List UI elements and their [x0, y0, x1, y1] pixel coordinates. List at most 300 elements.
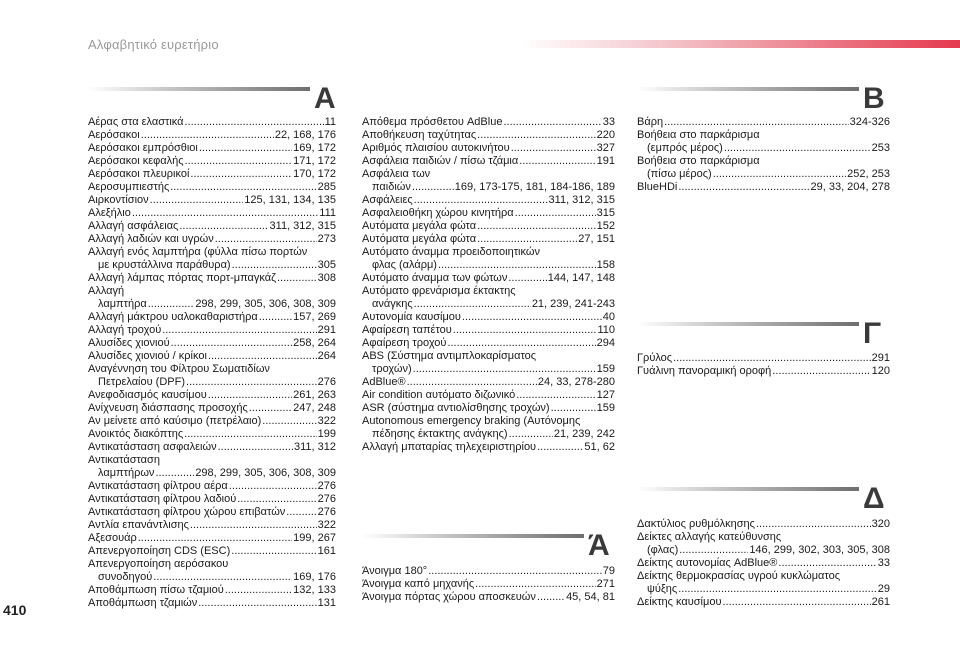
dot-leader [551, 402, 596, 415]
index-entry-label: Ασφάλεια παιδιών / πίσω τζάμια [362, 155, 519, 167]
index-entry [88, 428, 336, 441]
dot-leader [141, 129, 274, 142]
index-entry-label: Αντλία επανάντλισης [88, 519, 189, 531]
index-entry [362, 591, 615, 604]
index-entry [362, 155, 615, 168]
index-entry-label: Απενεργοποίηση αερόσακου [88, 558, 229, 570]
index-entry-pages[interactable]: 152 [596, 220, 615, 232]
section-letter-g: Γ [863, 317, 882, 350]
index-entry-label: Ανοικτός διακόπτης [88, 428, 184, 440]
index-entry [362, 298, 615, 311]
index-entry-pages[interactable]: 21, 239, 242 [553, 428, 615, 440]
index-entry-pages[interactable]: 27, 151 [578, 233, 615, 245]
index-entry [637, 365, 890, 378]
index-entry [88, 389, 336, 402]
index-entry-label: Αυτόματο άναμμα των φώτων [362, 272, 508, 284]
index-entry-label: Αλυσίδες χιονιού [88, 337, 170, 349]
dot-leader [475, 578, 595, 591]
index-entry-pages[interactable]: 120 [871, 365, 890, 377]
index-entry [88, 454, 336, 467]
index-entry [362, 194, 615, 207]
index-entry [637, 129, 890, 142]
index-entry-pages[interactable]: 308 [317, 272, 336, 284]
dot-leader [412, 181, 454, 194]
index-entry-label: Αλλαγή λαδιών και υγρών [88, 233, 214, 245]
index-entry-pages[interactable]: 327 [596, 142, 615, 154]
index-entry-label: Δακτύλιος ρυθμόλκησης [637, 518, 755, 530]
index-entry-label: συνοδηγού [98, 571, 153, 583]
section-divider [637, 322, 859, 326]
index-entry-pages[interactable]: 127 [596, 389, 615, 401]
section-letter-d: Δ [863, 482, 885, 515]
index-entry-pages[interactable]: 171, 172 [293, 155, 336, 167]
index-entry-pages[interactable]: 298, 299, 305, 306, 308, 309 [195, 298, 336, 310]
index-entry [88, 402, 336, 415]
dot-leader [155, 467, 194, 480]
index-entry-label: Αεροσυμπιεστής [88, 181, 170, 193]
index-entry-label: (εμπρός μέρος) [647, 142, 723, 154]
index-entry-pages[interactable]: 273 [317, 233, 336, 245]
dot-leader [509, 428, 553, 441]
dot-leader [186, 376, 317, 389]
dot-leader [407, 376, 537, 389]
index-entry [362, 259, 615, 272]
index-entry-label: Αυτόματο φρενάρισμα έκτακτης [362, 285, 516, 297]
index-entry [88, 220, 336, 233]
index-entry [88, 207, 336, 220]
index-entry-pages[interactable]: 276 [317, 493, 336, 505]
index-entry [88, 194, 336, 207]
dot-leader [208, 350, 317, 363]
index-entry [88, 584, 336, 597]
index-entry-label: Αέρας στα ελαστικά [88, 116, 184, 128]
index-entry-pages[interactable]: 285 [317, 181, 336, 193]
dot-leader [153, 571, 292, 584]
index-entry [362, 272, 615, 285]
dot-leader [148, 298, 195, 311]
index-entry [362, 220, 615, 233]
dot-leader [713, 168, 846, 181]
index-entry [88, 597, 336, 610]
index-entry-label: Ασφαλειοθήκη χώρου κινητήρα [362, 207, 514, 219]
index-entry-pages[interactable]: 291 [317, 324, 336, 336]
index-entry-pages[interactable]: 311, 312, 315 [548, 194, 615, 206]
index-entry-pages[interactable]: 159 [596, 402, 615, 414]
index-entry [88, 415, 336, 428]
index-entry-pages[interactable]: 261, 263 [293, 389, 336, 401]
index-entry-pages[interactable]: 264 [317, 350, 336, 362]
index-entry-pages[interactable]: 261 [871, 596, 890, 608]
index-entry [88, 298, 336, 311]
index-entry [637, 570, 890, 583]
index-entry-pages[interactable]: 253 [871, 142, 890, 154]
index-entry-pages[interactable]: 161 [317, 545, 336, 557]
index-entry-label: Γυάλινη πανοραμική οροφή [637, 365, 772, 377]
index-entry [362, 350, 615, 363]
dot-leader [508, 272, 546, 285]
index-entry-pages[interactable]: 291 [871, 352, 890, 364]
index-entry-pages[interactable]: 29 [877, 583, 890, 595]
index-entry-label: Αερόσακοι κεφαλής [88, 155, 184, 167]
index-entry-pages[interactable]: 315 [596, 207, 615, 219]
index-entry [88, 467, 336, 480]
index-entry-label: λαμπτήρων [98, 467, 155, 479]
index-entry-label: Αυτόματα μεγάλα φώτα [362, 220, 477, 232]
section-divider [637, 87, 859, 91]
index-list-d [637, 518, 890, 609]
dot-leader [756, 518, 871, 531]
dot-leader [225, 584, 292, 597]
index-entry-pages[interactable]: 125, 131, 134, 135 [244, 194, 336, 206]
index-entry-pages[interactable]: 40 [602, 311, 615, 323]
index-entry-pages[interactable]: 199 [317, 428, 336, 440]
dot-leader [438, 259, 596, 272]
dot-leader [537, 441, 583, 454]
index-entry-pages[interactable]: 51, 62 [584, 441, 615, 453]
index-list-a-continued [362, 116, 615, 454]
index-entry [637, 142, 890, 155]
index-entry-pages[interactable]: 324-326 [849, 116, 890, 128]
index-entry-pages[interactable]: 170, 172 [293, 168, 336, 180]
index-entry [88, 558, 336, 571]
index-entry [88, 129, 336, 142]
index-entry-label: (φλας) [647, 544, 679, 556]
dot-leader [190, 519, 317, 532]
index-entry [637, 155, 890, 168]
index-entry [637, 557, 890, 570]
index-entry-label: Αλυσίδες χιονιού / κρίκοι [88, 350, 207, 362]
dot-leader [413, 363, 596, 376]
dot-leader [477, 233, 577, 246]
dot-leader [428, 565, 602, 578]
index-entry-label: τροχών) [372, 363, 412, 375]
index-entry-pages[interactable]: 320 [871, 518, 890, 530]
index-entry [362, 441, 615, 454]
index-entry-label: Αντικατάσταση φίλτρου αέρα [88, 480, 228, 492]
dot-leader [678, 181, 809, 194]
index-entry-label: ASR (σύστημα αντιολίσθησης τροχών) [362, 402, 550, 414]
index-entry-label: Αλλαγή ενός λαμπτήρα (φύλλα πίσω πορτών [88, 246, 308, 258]
index-entry-pages[interactable]: 258, 264 [293, 337, 336, 349]
index-entry-pages[interactable]: 322 [317, 519, 336, 531]
index-entry [88, 571, 336, 584]
index-entry [88, 480, 336, 493]
index-entry [362, 129, 615, 142]
index-entry-label: Αλλαγή ασφάλειας [88, 220, 179, 232]
header-accent-bar [520, 40, 960, 48]
index-list-a [88, 116, 336, 610]
index-entry [88, 493, 336, 506]
index-entry-pages[interactable]: 271 [596, 578, 615, 590]
index-entry-label: Αριθμός πλαισίου αυτοκινήτου [362, 142, 510, 154]
index-entry-pages[interactable]: 158 [596, 259, 615, 271]
index-entry [362, 142, 615, 155]
dot-leader [477, 220, 596, 233]
dot-leader [208, 389, 292, 402]
index-entry-label: Γρύλος [637, 352, 673, 364]
index-entry-pages[interactable]: 322 [317, 415, 336, 427]
dot-leader [229, 480, 317, 493]
dot-leader [664, 116, 849, 129]
index-entry-label: Αφαίρεση τροχού [362, 337, 447, 349]
index-entry [88, 116, 336, 129]
index-entry-label: Απόθεμα πρόσθετου AdBlue [362, 116, 503, 128]
index-entry [88, 441, 336, 454]
index-entry-pages[interactable]: 21, 239, 241-243 [531, 298, 615, 310]
index-entry-label: ABS (Σύστημα αντιμπλοκαρίσματος [362, 350, 537, 362]
dot-leader [132, 207, 318, 220]
index-entry-label: Αλλαγή μπαταρίας τηλεχειριστηρίου [362, 441, 537, 453]
index-entry-label: με κρυστάλλινα παράθυρα) [98, 259, 231, 271]
index-entry-pages[interactable]: 22, 168, 176 [274, 129, 336, 141]
dot-leader [453, 324, 597, 337]
dot-leader [162, 324, 316, 337]
index-entry-pages[interactable]: 169, 173-175, 181, 184-186, 189 [454, 181, 615, 193]
index-entry-pages[interactable]: 294 [596, 337, 615, 349]
index-list-b [637, 116, 890, 194]
dot-leader [171, 337, 293, 350]
index-entry [88, 233, 336, 246]
dot-leader [511, 142, 596, 155]
index-entry-label: λαμπτήρα [98, 298, 147, 310]
index-entry-pages[interactable]: 191 [596, 155, 615, 167]
index-entry-label: Δείκτης θερμοκρασίας υγρού κυκλώματος [637, 570, 841, 582]
index-entry [88, 324, 336, 337]
index-entry [88, 142, 336, 155]
dot-leader [262, 415, 316, 428]
dot-leader [179, 220, 268, 233]
index-entry-pages[interactable]: 79 [602, 565, 615, 577]
index-entry-label: Αερόσακοι πλευρικοί [88, 168, 190, 180]
index-entry-label: Αποθήκευση ταχύτητας [362, 129, 477, 141]
index-entry [362, 233, 615, 246]
index-entry [637, 596, 890, 609]
dot-leader [185, 116, 324, 129]
index-entry-pages[interactable]: 276 [317, 376, 336, 388]
section-divider [88, 87, 310, 91]
section-divider [637, 487, 859, 491]
index-entry-pages[interactable]: 252, 253 [847, 168, 890, 180]
dot-leader [724, 142, 871, 155]
index-entry [88, 532, 336, 545]
index-entry-pages[interactable]: 199, 267 [293, 532, 336, 544]
index-entry [637, 181, 890, 194]
index-entry-pages[interactable]: 144, 147, 148 [547, 272, 615, 284]
section-letter-a-tonos: Ά [588, 529, 610, 562]
index-entry-label: Αποθάμπωση πίσω τζαμιού [88, 584, 224, 596]
index-entry-pages[interactable]: 169, 172 [293, 142, 336, 154]
index-entry-label: Βοήθεια στο παρκάρισμα [637, 129, 760, 141]
index-entry [637, 544, 890, 557]
index-entry-label: BlueHDi [637, 181, 678, 193]
index-entry-pages[interactable]: 276 [317, 480, 336, 492]
index-entry-label: Άνοιγμα πόρτας χώρου αποσκευών [362, 591, 536, 603]
index-entry-label: Άνοιγμα καπό μηχανής [362, 578, 475, 590]
index-entry-pages[interactable]: 24, 33, 278-280 [537, 376, 615, 388]
dot-leader [678, 583, 877, 596]
index-entry [88, 376, 336, 389]
dot-leader [249, 402, 292, 415]
index-list-g [637, 352, 890, 378]
dot-leader [286, 506, 316, 519]
dot-leader [462, 311, 602, 324]
dot-leader [447, 337, 595, 350]
index-entry-label: Βάρη [637, 116, 664, 128]
index-entry [88, 311, 336, 324]
index-entry [362, 389, 615, 402]
index-entry [362, 402, 615, 415]
index-entry-label: Αλλαγή τροχού [88, 324, 162, 336]
index-entry [362, 578, 615, 591]
page-header-title: Αλφαβητικό ευρετήριο [88, 37, 219, 52]
index-entry-label: Πετρελαίου (DPF) [98, 376, 186, 388]
index-entry-pages[interactable]: 110 [597, 324, 615, 336]
dot-leader [673, 352, 871, 365]
index-entry-pages[interactable]: 169, 176 [293, 571, 336, 583]
index-entry [88, 246, 336, 259]
index-entry-pages[interactable]: 311, 312 [293, 441, 336, 453]
index-entry-label: Αυτονομία καυσίμου [362, 311, 461, 323]
index-entry-label: Αντικατάσταση ασφαλειών [88, 441, 217, 453]
index-entry [88, 168, 336, 181]
index-entry-pages[interactable]: 305 [317, 259, 336, 271]
index-entry [637, 531, 890, 544]
index-entry-pages[interactable]: 111 [319, 207, 336, 219]
dot-leader [150, 194, 244, 207]
index-entry [88, 363, 336, 376]
index-entry-label: Air condition αυτόματο διζωνικό [362, 389, 516, 401]
index-entry [362, 415, 615, 428]
index-entry-label: Δείκτης καυσίμου [637, 596, 722, 608]
index-entry [362, 565, 615, 578]
index-entry-label: Αυτόματο άναμμα προειδοποιητικών [362, 246, 540, 258]
index-entry [362, 181, 615, 194]
index-entry-label: Απενεργοποίηση CDS (ESC) [88, 545, 231, 557]
index-entry [637, 583, 890, 596]
index-entry-pages[interactable]: 11 [324, 116, 336, 128]
index-entry-label: Ανεφοδιασμός καυσίμου [88, 389, 207, 401]
index-entry-label: Αυτόματα μεγάλα φώτα [362, 233, 477, 245]
dot-leader [414, 298, 531, 311]
dot-leader [259, 311, 292, 324]
dot-leader [414, 194, 548, 207]
dot-leader [679, 544, 748, 557]
index-entry [362, 337, 615, 350]
index-entry [88, 337, 336, 350]
index-entry [637, 352, 890, 365]
dot-leader [477, 129, 595, 142]
index-entry [362, 363, 615, 376]
index-entry-pages[interactable]: 132, 133 [293, 584, 336, 596]
dot-leader [199, 142, 292, 155]
index-entry-label: Αλλαγή λάμπας πόρτας πορτ-μπαγκάζ [88, 272, 276, 284]
index-entry [88, 285, 336, 298]
index-entry-pages[interactable]: 311, 312, 315 [269, 220, 336, 232]
index-entry [362, 116, 615, 129]
dot-leader [515, 207, 596, 220]
dot-leader [215, 233, 317, 246]
index-entry-pages[interactable]: 159 [596, 363, 615, 375]
dot-leader [516, 389, 595, 402]
index-entry [88, 272, 336, 285]
index-list-a-tonos [362, 565, 615, 604]
dot-leader [185, 155, 293, 168]
index-entry-label: παιδιών [372, 181, 411, 193]
index-entry [362, 324, 615, 337]
index-entry-label: Άνοιγμα 180° [362, 565, 428, 577]
index-entry-pages[interactable]: 220 [596, 129, 615, 141]
index-entry-label: Αξεσουάρ [88, 532, 137, 544]
index-entry-label: (πίσω μέρος) [647, 168, 712, 180]
index-entry-label: Αλλαγή [88, 285, 125, 297]
dot-leader [778, 557, 876, 570]
index-entry-pages[interactable]: 131 [317, 597, 336, 609]
index-entry-pages[interactable]: 298, 299, 305, 306, 308, 309 [195, 467, 336, 479]
index-entry-label: Αερόσακοι εμπρόσθιοι [88, 142, 198, 154]
index-entry [88, 506, 336, 519]
index-entry-label: ψύξης [647, 583, 678, 595]
index-entry-label: Αιρκοντίσιον [88, 194, 149, 206]
index-entry [88, 155, 336, 168]
index-entry-pages[interactable]: 33 [602, 116, 615, 128]
index-entry-label: Βοήθεια στο παρκάρισμα [637, 155, 760, 167]
index-entry-pages[interactable]: 45, 54, 81 [566, 591, 615, 603]
dot-leader [503, 116, 601, 129]
index-entry-pages[interactable]: 33 [877, 557, 890, 569]
index-entry-pages[interactable]: 157, 269 [293, 311, 336, 323]
index-entry [88, 181, 336, 194]
dot-leader [231, 545, 316, 558]
index-entry-pages[interactable]: 29, 33, 204, 278 [810, 181, 890, 193]
dot-leader [198, 597, 316, 610]
dot-leader [722, 596, 870, 609]
dot-leader [772, 365, 870, 378]
index-entry-label: πέδησης έκτακτης ανάγκης) [372, 428, 508, 440]
index-entry-label: Δείκτης αυτονομίας AdBlue® [637, 557, 778, 569]
index-entry [637, 518, 890, 531]
index-entry-label: Autonomous emergency braking (Αυτόνομης [362, 415, 581, 427]
index-entry-label: Αλλαγή μάκτρου υαλοκαθαριστήρα [88, 311, 258, 323]
dot-leader [519, 155, 595, 168]
dot-leader [237, 493, 316, 506]
page-number: 410 [3, 602, 27, 618]
index-entry-label: Δείκτες αλλαγής κατεύθυνσης [637, 531, 782, 543]
section-letter-b: B [863, 82, 885, 115]
index-entry-label: Αντικατάσταση [88, 454, 160, 466]
index-entry [362, 428, 615, 441]
index-entry-label: Αφαίρεση ταπέτου [362, 324, 452, 336]
section-letter-a: A [314, 82, 336, 115]
index-entry-pages[interactable]: 146, 299, 302, 303, 305, 308 [749, 544, 890, 556]
index-entry-label: ανάγκης [372, 298, 413, 310]
index-entry [362, 207, 615, 220]
index-entry-label: Αντικατάσταση φίλτρου χώρου επιβατών [88, 506, 286, 518]
dot-leader [277, 272, 317, 285]
dot-leader [184, 428, 317, 441]
section-divider [362, 534, 584, 538]
dot-leader [170, 181, 316, 194]
index-entry [88, 259, 336, 272]
index-entry-label: Ασφάλεια των [362, 168, 431, 180]
index-entry [362, 311, 615, 324]
index-entry-label: Αποθάμπωση τζαμιών [88, 597, 198, 609]
index-entry-pages[interactable]: 247, 248 [293, 402, 336, 414]
index-entry-pages[interactable]: 276 [317, 506, 336, 518]
index-entry [362, 168, 615, 181]
index-entry [637, 116, 890, 129]
index-entry-label: Αν μείνετε από καύσιμο (πετρέλαιο) [88, 415, 262, 427]
dot-leader [218, 441, 293, 454]
